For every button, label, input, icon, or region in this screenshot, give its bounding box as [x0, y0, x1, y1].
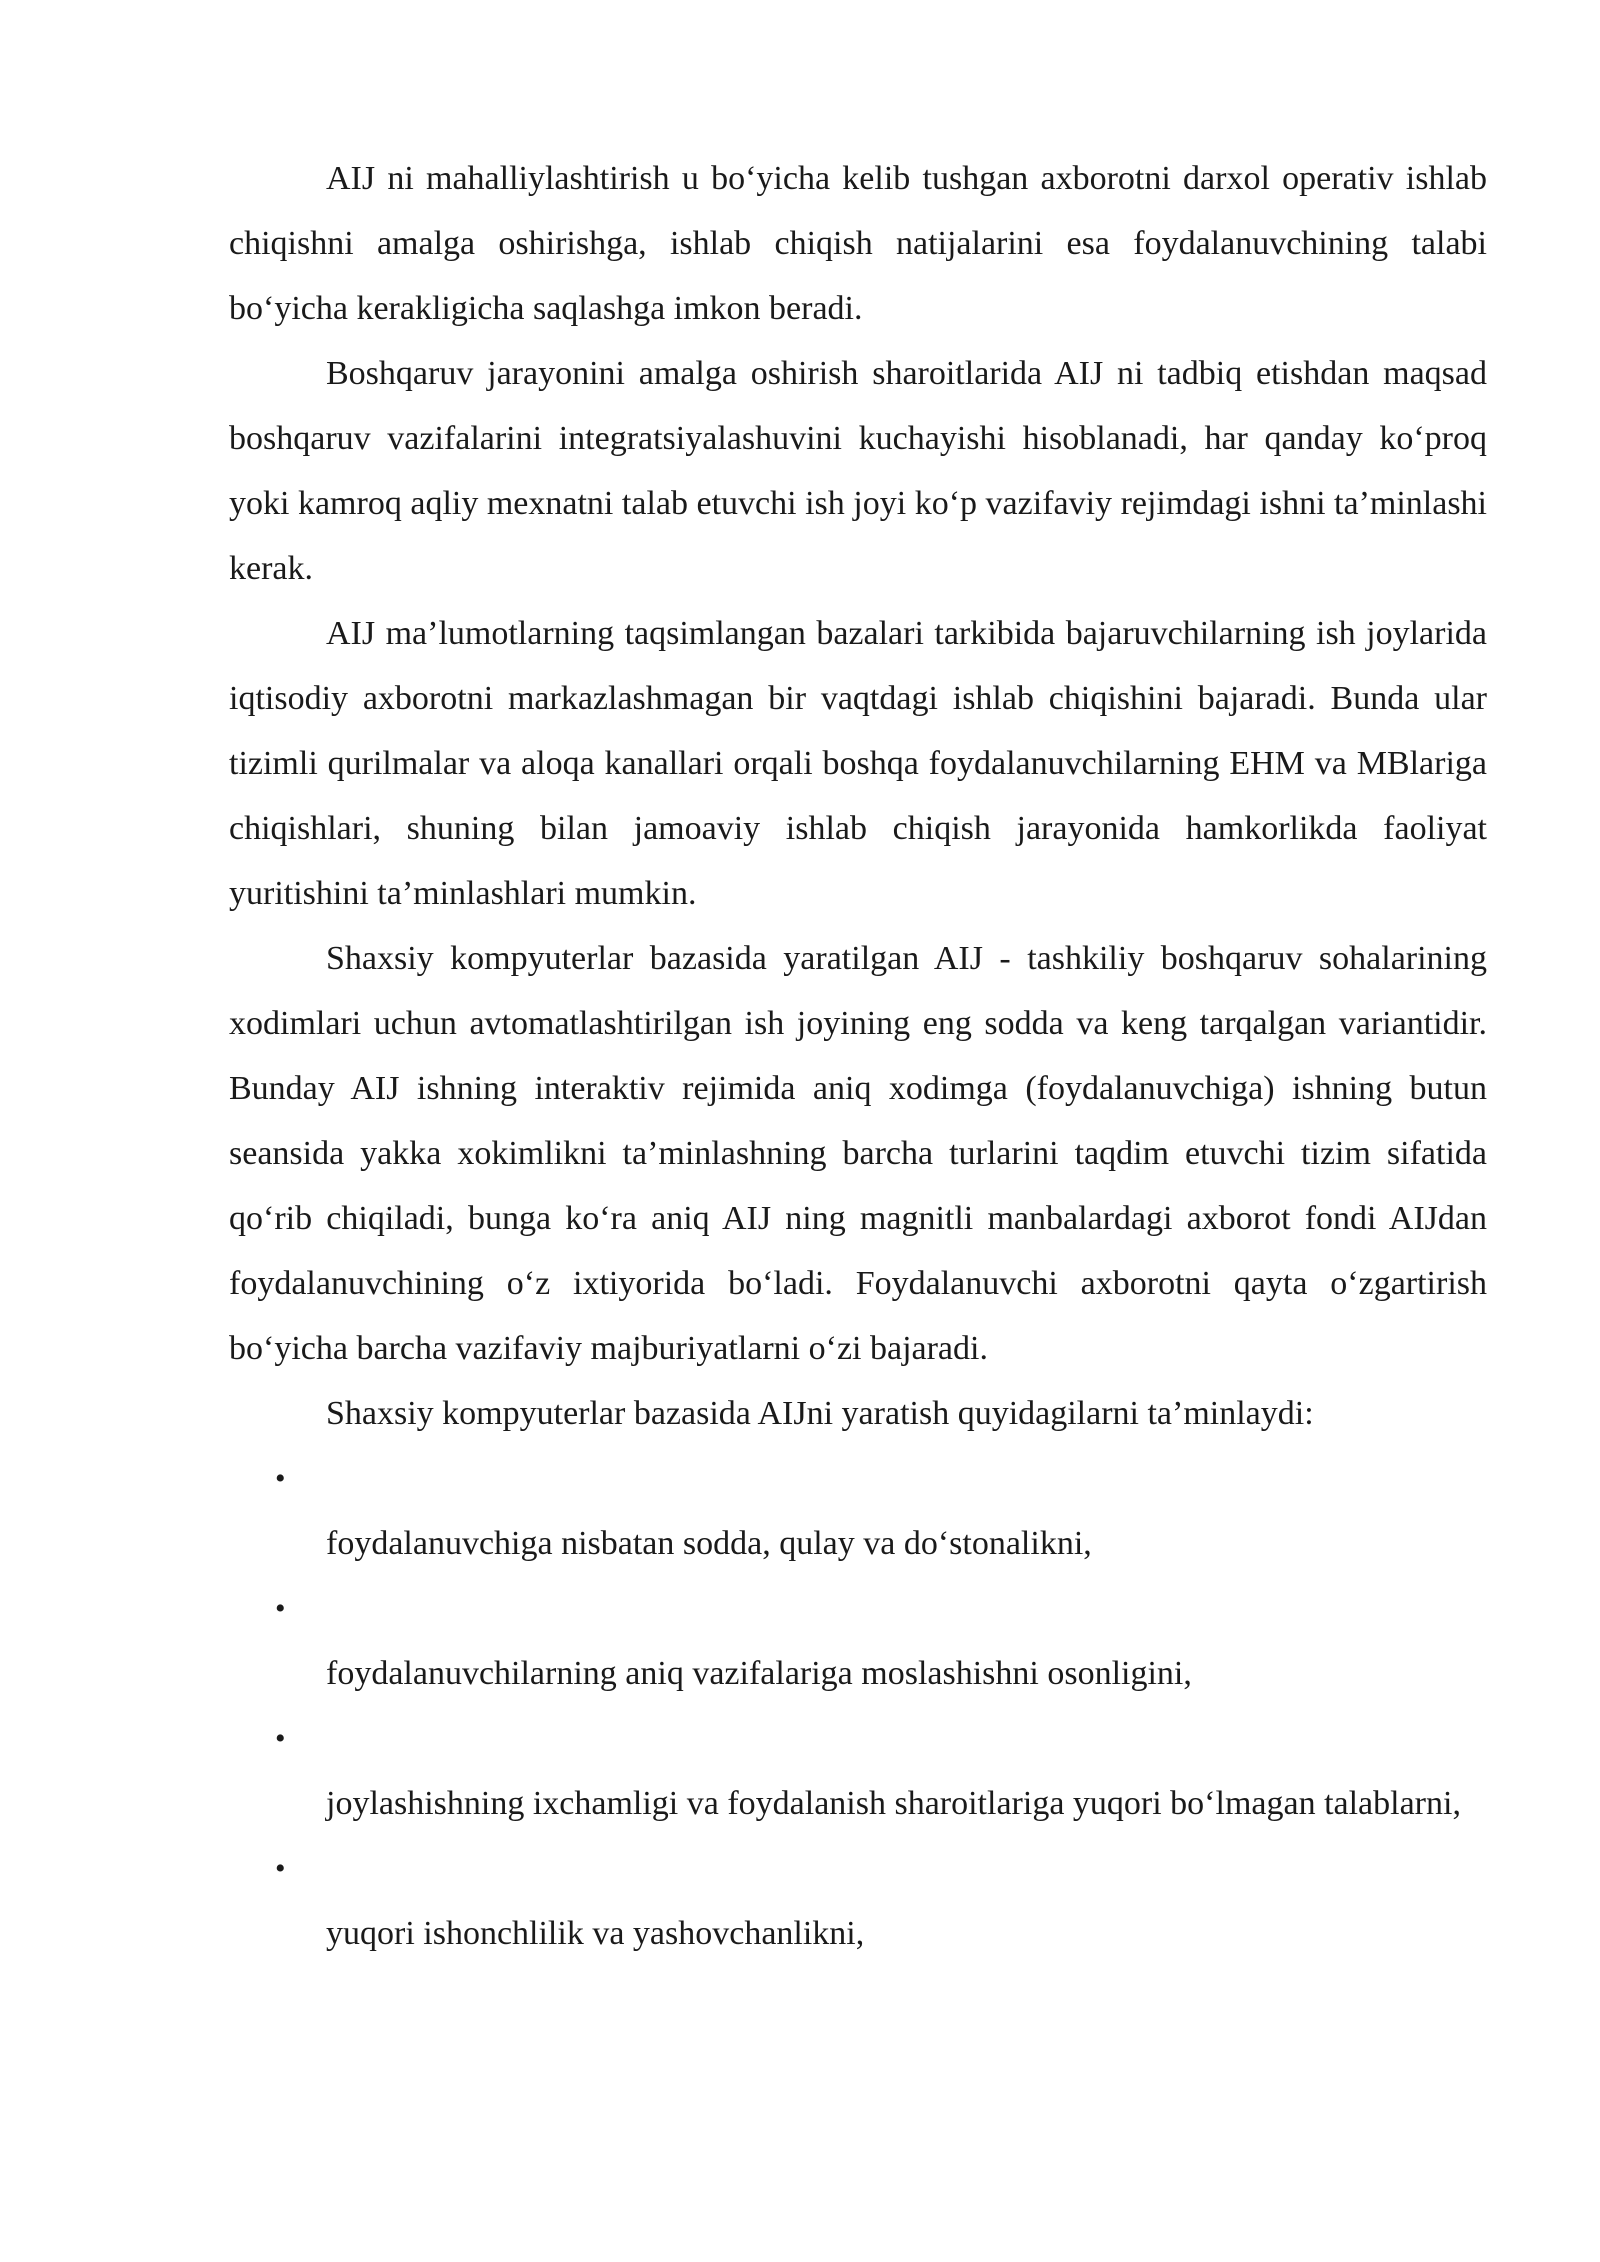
paragraph-2: Boshqaruv jarayonini amalga oshirish sharoitlarida AIJ ni tadbiq etishdan maqsad boshqaruv vazifalarini integratsiyalashuvini kuchayishi hisoblanadi, har qanday ko‘proq yoki kamroq aqliy mexnatni talab etuvchi ish joyi ko‘p vazifaviy rejimdagi ishni ta’minlashi kerak.	[229, 355, 1487, 587]
list-item	[229, 1706, 1487, 1836]
document-page	[229, 146, 1487, 1966]
paragraph-1: AIJ ni mahalliylashtirish u bo‘yicha kelib tushgan axborotni darxol operativ ishlab chiqishni amalga oshirishga, ishlab chiqish natijalarini esa foydalanuvchining talabi bo‘yicha kerakligicha saqlashga imkon beradi.	[229, 160, 1487, 327]
paragraph-5: Shaxsiy kompyuterlar bazasida AIJni yaratish quyidagilarni ta’minlaydi:	[326, 1395, 1314, 1432]
paragraph-4: Shaxsiy kompyuterlar bazasida yaratilgan AIJ - tashkiliy boshqaruv sohalarining xodimlari uchun avtomatlashtirilgan ish joyining eng sodda va keng tarqalgan variantidir. Bunday AIJ ishning interaktiv rejimida aniq xodimga (foydalanuvchiga) ishning butun seansida yakka xokimlikni ta’minlashning barcha turlarini taqdim etuvchi tizim sifatida qo‘rib chiqiladi, bunga ko‘ra aniq AIJ ning magnitli manbalardagi axborot fondi AIJdan foydalanuvchining o‘z ixtiyorida bo‘ladi. Foydalanuvchi axborotni qayta o‘zgartirish bo‘yicha barcha vazifaviy majburiyatlarni o‘zi bajaradi.	[229, 940, 1487, 1367]
list-item-text: foydalanuvchiga nisbatan sodda, qulay va do‘stonalikni,	[326, 1525, 1092, 1562]
bullet-icon: •	[275, 1462, 286, 1495]
list-item	[229, 1836, 1487, 1966]
paragraph-3: AIJ ma’lumotlarning taqsimlangan bazalari tarkibida bajaruvchilarning ish joylarida iqtisodiy axborotni markazlashmagan bir vaqtdagi ishlab chiqishini bajaradi. Bunda ular tizimli qurilmalar va aloqa kanallari orqali boshqa foydalanuvchilarning EHM va MBlariga chiqishlari, shuning bilan jamoaviy ishlab chiqish jarayonida hamkorlikda faoliyat yuritishini ta’minlashlari mumkin.	[229, 615, 1487, 912]
list-item-text: foydalanuvchilarning aniq vazifalariga moslashishni osonligini,	[326, 1655, 1192, 1692]
list-item-text: yuqori ishonchlilik va yashovchanlikni,	[326, 1915, 865, 1952]
bullet-list	[229, 1446, 1487, 1966]
list-item-text: joylashishning ixchamligi va foydalanish sharoitlariga yuqori bo‘lmagan talablarni,	[326, 1785, 1461, 1822]
bullet-icon: •	[275, 1722, 286, 1755]
list-item	[229, 1576, 1487, 1706]
list-item	[229, 1446, 1487, 1576]
bullet-icon: •	[275, 1592, 286, 1625]
bullet-icon: •	[275, 1852, 286, 1885]
